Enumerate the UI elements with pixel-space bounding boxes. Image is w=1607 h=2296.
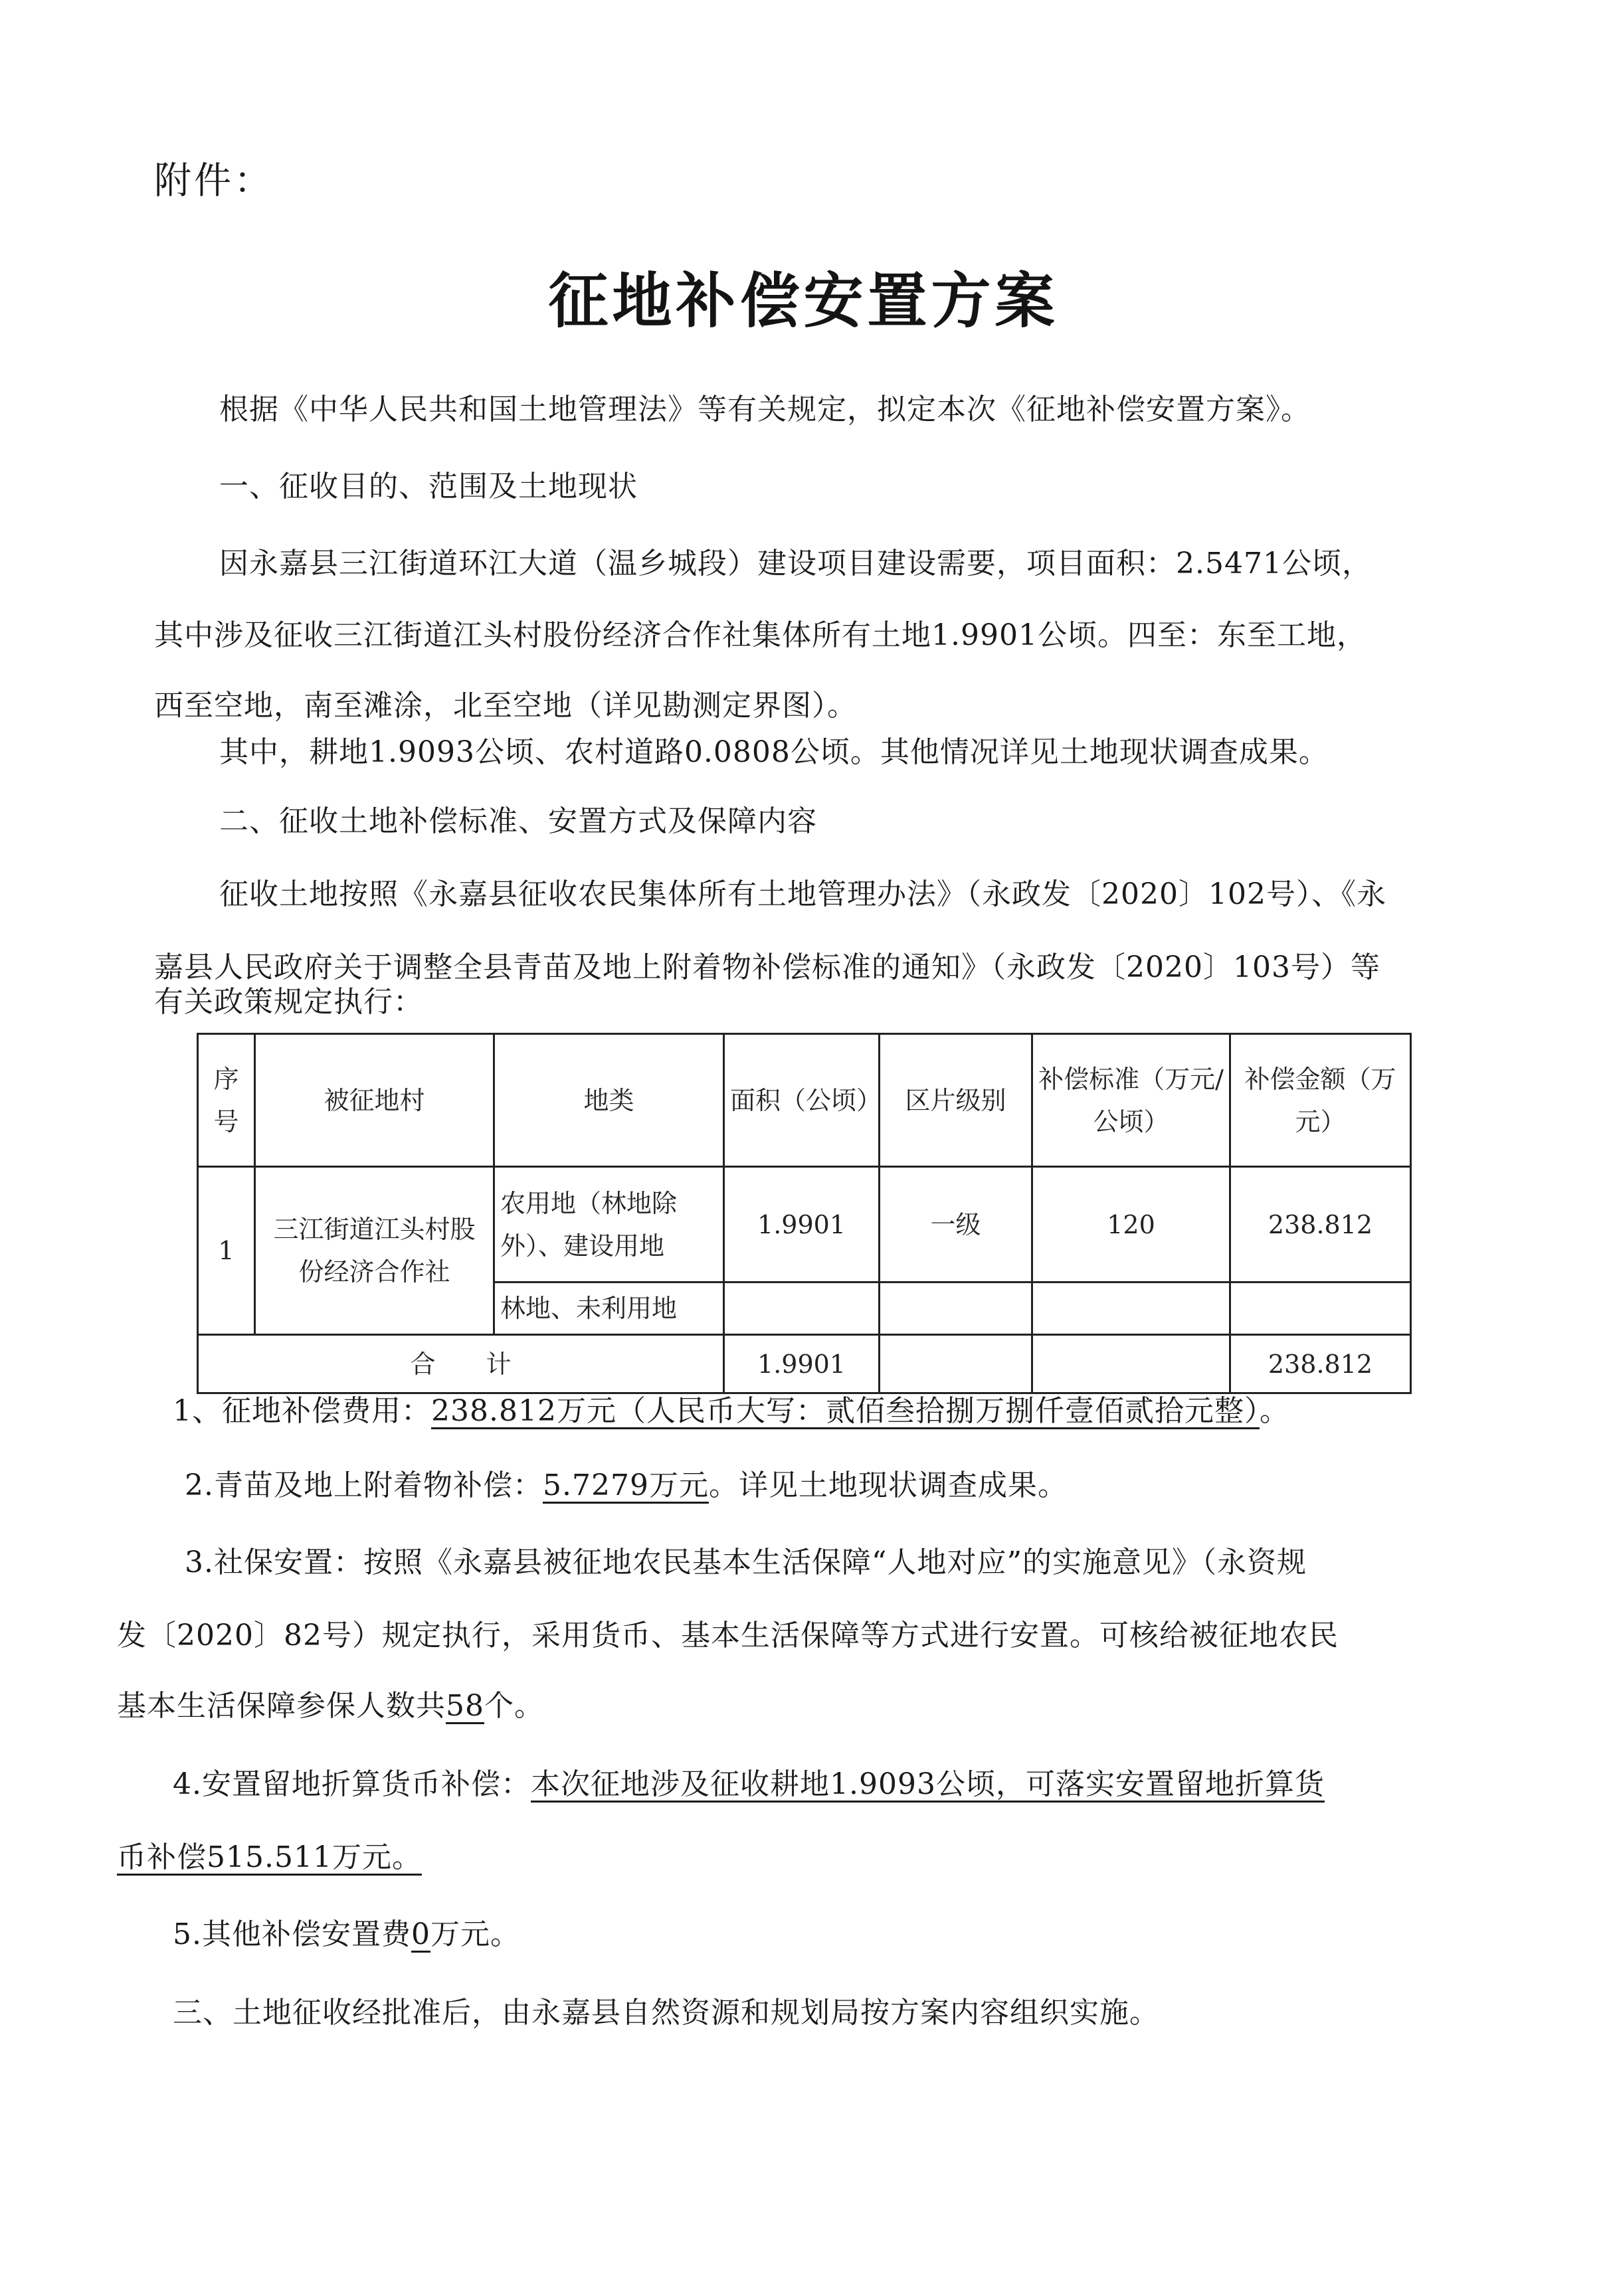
item-5-other-compensation xyxy=(173,1910,520,1953)
item-1-label: 1、征地补偿费用： xyxy=(173,1394,431,1428)
item-3-suffix: 个。 xyxy=(484,1689,544,1723)
total-standard-empty xyxy=(1032,1335,1230,1393)
item-2-label: 2.青苗及地上附着物补偿： xyxy=(185,1468,543,1502)
section-heading-1: 一、征收目的、范围及土地现状 xyxy=(219,470,638,503)
item-2-suffix: 。详见土地现状调查成果。 xyxy=(708,1468,1068,1502)
policy-paragraph-line-2: 嘉县人民政府关于调整全县青苗及地上附着物补偿标准的通知》（永政发〔2020〕103号）等 xyxy=(154,950,1380,984)
item-2-crop-compensation xyxy=(185,1461,1068,1504)
header-area: 面积（公顷） xyxy=(724,1034,880,1167)
policy-paragraph-line-1: 征收土地按照《永嘉县征收农民集体所有土地管理办法》（永政发〔2020〕102号）、《永 xyxy=(219,877,1386,911)
item-4-line-1 xyxy=(173,1760,1325,1803)
item-1-value: 238.812万元（人民币大写：贰佰叁拾捌万捌仟壹佰贰拾元整） xyxy=(431,1394,1260,1428)
row1b-zone-empty xyxy=(880,1282,1032,1335)
item-5-value: 0 xyxy=(411,1917,430,1951)
row1-land-type-b: 林地、未利用地 xyxy=(494,1282,724,1335)
row1-seq: 1 xyxy=(198,1167,255,1335)
scope-paragraph-line-2: 其中涉及征收三江街道江头村股份经济合作社集体所有土地1.9901公顷。四至：东至工地， xyxy=(154,618,1367,652)
header-zone-level: 区片级别 xyxy=(880,1034,1032,1167)
item-4-label: 4.安置留地折算货币补偿： xyxy=(173,1767,531,1801)
item-4-value-1: 本次征地涉及征收耕地1.9093公顷，可落实安置留地折算货 xyxy=(530,1767,1325,1801)
item-3-line-1: 3.社保安置：按照《永嘉县被征地农民基本生活保障“人地对应”的实施意见》（永资规 xyxy=(185,1545,1307,1579)
row1b-area-empty xyxy=(724,1282,880,1335)
row1-standard: 120 xyxy=(1032,1167,1230,1282)
attachment-label: 附件： xyxy=(154,159,274,203)
row1-zone-level: 一级 xyxy=(880,1167,1032,1282)
item-2-value: 5.7279万元 xyxy=(542,1468,709,1502)
item-1-land-compensation xyxy=(173,1387,1289,1429)
row1b-amount-empty xyxy=(1230,1282,1411,1335)
item-3-label: 基本生活保障参保人数共 xyxy=(117,1689,446,1723)
row1-amount: 238.812 xyxy=(1230,1167,1411,1282)
item-3-line-3 xyxy=(117,1682,544,1724)
total-label: 合 计 xyxy=(198,1335,724,1393)
item-1-suffix: 。 xyxy=(1259,1394,1289,1428)
intro-paragraph: 根据《中华人民共和国土地管理法》等有关规定，拟定本次《征地补偿安置方案》。 xyxy=(219,393,1311,426)
scope-paragraph-line-1: 因永嘉县三江街道环江大道（温乡城段）建设项目建设需要，项目面积：2.5471公顷， xyxy=(219,547,1372,580)
item-4-value-2: 币补偿515.511万元。 xyxy=(117,1840,422,1874)
total-zone-empty xyxy=(880,1335,1032,1393)
land-status-paragraph: 其中，耕地1.9093公顷、农村道路0.0808公顷。其他情况详见土地现状调查成果。 xyxy=(219,735,1329,769)
document-title: 征地补偿安置方案 xyxy=(548,266,1059,336)
item-5-suffix: 万元。 xyxy=(430,1917,520,1951)
header-standard: 补偿标准（万元/公顷） xyxy=(1032,1034,1230,1167)
scope-paragraph-line-3: 西至空地，南至滩涂，北至空地（详见勘测定界图）。 xyxy=(154,689,857,723)
header-amount: 补偿金额（万元） xyxy=(1230,1034,1411,1167)
item-3-value: 58 xyxy=(446,1689,484,1723)
header-seq: 序号 xyxy=(198,1034,255,1167)
item-4-line-2 xyxy=(117,1833,422,1876)
total-area: 1.9901 xyxy=(724,1335,880,1393)
row1b-standard-empty xyxy=(1032,1282,1230,1335)
section-heading-2: 二、征收土地补偿标准、安置方式及保障内容 xyxy=(219,804,817,838)
item-5-label: 5.其他补偿安置费 xyxy=(173,1917,411,1951)
item-3-line-2: 发〔2020〕82号）规定执行，采用货币、基本生活保障等方式进行安置。可核给被征地农民 xyxy=(117,1619,1339,1652)
row1-village: 三江街道江头村股份经济合作社 xyxy=(255,1167,494,1335)
header-land-type: 地类 xyxy=(494,1034,724,1167)
row1-land-type-a: 农用地（林地除外）、建设用地 xyxy=(494,1167,724,1282)
total-amount: 238.812 xyxy=(1230,1335,1411,1393)
section-heading-3: 三、土地征收经批准后，由永嘉县自然资源和规划局按方案内容组织实施。 xyxy=(173,1996,1159,2030)
policy-paragraph-line-3: 有关政策规定执行： xyxy=(154,985,423,1019)
row1-area: 1.9901 xyxy=(724,1167,880,1282)
header-village: 被征地村 xyxy=(255,1034,494,1167)
compensation-table xyxy=(197,1033,1412,1394)
